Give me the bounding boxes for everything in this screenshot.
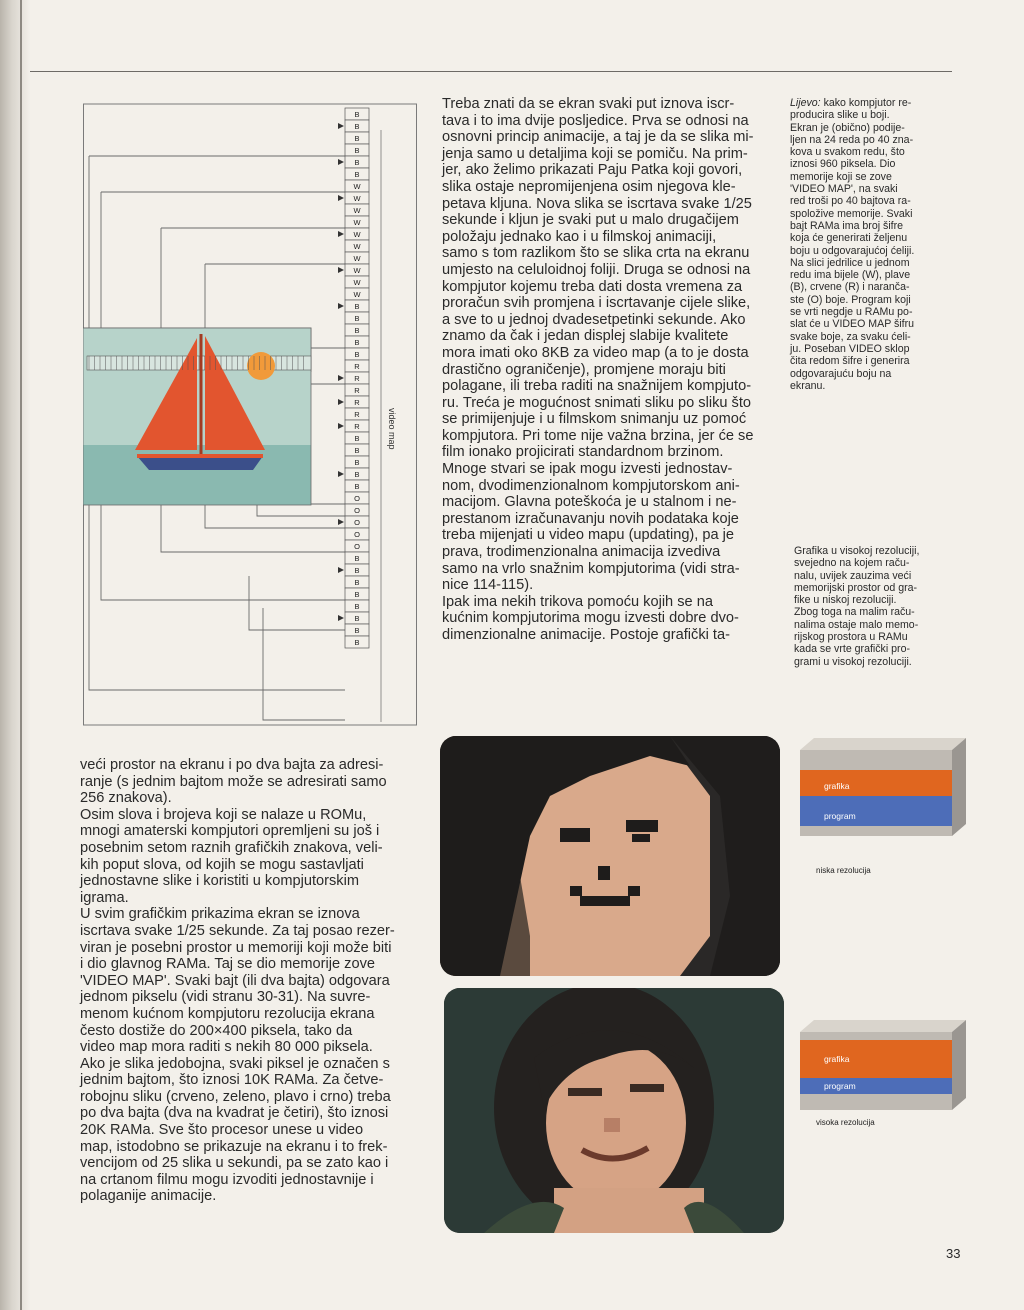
video-map-cell-code: B [354,458,360,467]
pointer-arrow [338,267,344,273]
page-number: 33 [946,1246,961,1261]
pointer-arrow [338,423,344,429]
video-map-cell-code: O [354,530,360,539]
pixelated-face-low [440,736,780,976]
video-map-cell-code: O [354,494,360,503]
video-map-cell-code: R [354,362,360,371]
video-map-cell-code: O [354,518,360,527]
pointer-arrow [338,471,344,477]
pointer-arrow [338,615,344,621]
video-map-cell-code: B [354,470,360,479]
hull [137,456,263,470]
page-binding-shadow [0,0,30,1310]
hull-stripe [137,454,263,458]
video-map-diagram [83,90,418,726]
video-map-cell-code: W [353,218,361,227]
video-map-cell-code: O [354,506,360,515]
video-map-cell-code: B [354,626,360,635]
video-map-cell-code: W [353,206,361,215]
video-map-cell-code: W [353,230,361,239]
video-map-cell-code: O [354,542,360,551]
video-map-cell-code: R [354,410,360,419]
video-map-cell-code: W [353,266,361,275]
sailboat-picture [83,328,311,505]
video-map-cell-code: R [354,374,360,383]
pixelated-face-high [444,988,784,1233]
video-map-cell-code: B [354,122,360,131]
video-map-cell-code: B [354,434,360,443]
video-map-cell-code: B [354,326,360,335]
video-map-cell-code: B [354,146,360,155]
video-map-cell-code: B [354,578,360,587]
video-map-cell-code: B [354,614,360,623]
video-map-cell-code: B [354,350,360,359]
video-map-cell-code: B [354,110,360,119]
video-map-cell-code: R [354,422,360,431]
pointer-arrow [338,159,344,165]
memory-block-high-resolution [800,1020,966,1130]
video-map-cell-code: B [354,302,360,311]
pointer-arrow [338,231,344,237]
sidebar-caption-top [790,97,950,392]
video-map-cell-code: B [354,566,360,575]
video-map-cell-code: B [354,446,360,455]
pointer-arrow [338,303,344,309]
video-map-cell-code: W [353,290,361,299]
sun-shape [247,352,275,380]
pointer-arrow [338,519,344,525]
memory-stack-high [800,1020,966,1112]
binding-line [20,0,22,1310]
video-map-cell-code: R [354,386,360,395]
video-map-cell-code: B [354,134,360,143]
video-map-cell-code: W [353,194,361,203]
video-map-cell-code: B [354,314,360,323]
video-map-cell-code: B [354,554,360,563]
pointer-arrow [338,567,344,573]
top-rule [30,71,952,72]
caption-niska-rezolucija: niska rezolucija [816,866,871,875]
portrait-high-resolution [444,988,784,1233]
layer-label-grafika: grafika [824,1054,850,1064]
video-map-cell-code: B [354,638,360,647]
video-map-cell-code: B [354,158,360,167]
main-text-column-left: veći prostor na ekranu i po dva bajta za adresi- ranje (s jednim bajtom može se adresirati samo 256 znakova). Osim slova i brojeva koji se nalaze u ROMu, mnogi amaterski kompjutori opremljeni su još i posebnim setom raznih grafičkih znakova, veli- kih poput slova, od kojih se mogu sastavljati jednostavne slike i koristiti u kompjutorskim igrama. U svim grafičkim prikazima ekran se iznova iscrtava svake 1/25 sekunde. Za taj posao rezer- viran je posebni prostor u memoriji koji može biti i dio glavnog RAMa. Taj se dio memorije zove 'VIDEO MAP'. Svaki bajt (ili dva bajta) odgovara jednom pikselu (vidi stranu 30-31). Na suvre- menom kućnom kompjutoru rezolucija ekrana često dostiže do 200×400 piksela, tako da video map mora raditi s nekih 80 000 piksela. Ako je slika jedobojna, svaki piksel je označen s jednim bajtom, što iznosi 10K RAMa. Za četve- robojnu sliku (crveno, zeleno, plavo i crno) treba po dva bajta (dva na kvadrat je četiri), što iznosi 20K RAMa. Sve što procesor unese u video map, istodobno se prikazuje na ekranu i to frek- vencijom od 25 slika u sekundi, pa se zato kao i na crtanom filmu mogu izvoditi jednostavnije i polaganije animacije. [80,757,395,1205]
caption-visoka-rezolucija: visoka rezolucija [816,1118,875,1127]
video-map-cell-code: B [354,338,360,347]
video-map-cell-code: W [353,242,361,251]
layer-label-grafika: grafika [824,781,850,791]
pointer-arrow [338,399,344,405]
video-map-cell-code: R [354,398,360,407]
video-map-label: video map [387,408,397,450]
video-map-cell-code: B [354,482,360,491]
video-map-cell-code: W [353,254,361,263]
caption-top-body: kako kompjutor re- producira slike u boji. Ekran je (obično) podije- ljen na 24 reda po 40 zna- kova u svakom redu, što iznosi 960 piksela. Dio memorije koji se zove 'VIDEO MAP', na svaki red troši po 40 bajtova ra- spoložive memorije. Svaki bajt RAMa ima broj šifre koja će generirati željenu boju u odgovarajućoj ćeliji. Na slici jedrilice u jednom redu ima bijele (W), plave (B), crvene (R) i naranča- ste (O) boje. Program koji se vrti negdje u RAMu po- slat će u VIDEO MAP šifru svake boje, za svaku ćeli- ju. Poseban VIDEO sklop čita redom šifre i generira odgovarajuću boju na ekranu. [790,97,915,392]
memory-block-low-resolution [800,738,966,875]
video-map-cell-code: B [354,590,360,599]
video-map-cell-code: W [353,278,361,287]
pointer-arrow [338,123,344,129]
pointer-arrow [338,375,344,381]
caption-lead: Lijevo: [790,97,821,109]
video-map-cell-code: B [354,170,360,179]
pointer-arrow [338,195,344,201]
portrait-low-resolution [440,736,780,976]
sidebar-caption-bottom: Grafika u visokoj rezoluciji, svejedno na kojem raču- nalu, uvijek zauzima veći memorijski prostor od gra- fike u niskoj rezoluciji. Zbog toga na malim raču- nalima ostaje malo memo- rijskog prostora u RAMu kada se vrte grafički pro- grami u visokoj rezoluciji. [794,545,920,668]
video-map-cell-code: W [353,182,361,191]
layer-label-program: program [824,811,856,821]
video-map-cell-code: B [354,602,360,611]
layer-label-program: program [824,1081,856,1091]
main-text-column-middle: Treba znati da se ekran svaki put iznova iscr- tava i to ima dvije posljedice. Prva se odnosi na osnovni princip animacije, a taj je da se slika mi- jenja samo u detaljima koji se pomiču. Na prim- jer, ako želimo prikazati Paju Patka koji govori, slika ostaje nepromijenjena osim njegova kle- petava kljuna. Nova slika se iscrtava svake 1/25 sekunde i kljun je svaki put u malo drugačijem položaju jednako kao i u filmskoj animaciji, samo s tom razlikom što se slika crta na ekranu umjesto na celuloidnoj foliji. Druga se odnosi na kompjutor kojemu treba dati dosta vremena za proračun svih promjena i iscrtavanje cijele slike, a sve to u jednoj dvadesetpetinki sekunde. Ako znamo da čak i jedan displej slabije kvalitete mora imati oko 8KB za video map (a to je dosta drastično ograničenje), promjene moraju biti polagane, ili treba raditi na snažnijem kompjuto- ru. Treća je mogućnost snimati sliku po sliku što se primijenjuje i u filmskom snimanju uz pomoć kompjutora. Pri tome nije važna brzina, jer će se film ionako projicirati standardnom brzinom. Mnoge stvari se ipak mogu izvesti jednostav- nom, dvodimenzionalnom kompjutorskom ani- macijom. Glavna poteškoća je u stalnom i ne- prestanom izračunavanju novih podataka koje treba mijenjati u video mapu (updating), pa je prava, trodimenzionalna animacija izvediva samo na vrlo snažnim kompjutorima (vidi stra- nice 114-115). Ipak ima nekih trikova pomoću kojih se na kućnim kompjutorima mogu izvesti dobre dvo- dimenzionalne animacije. Postoje grafički ta- [442,96,754,643]
